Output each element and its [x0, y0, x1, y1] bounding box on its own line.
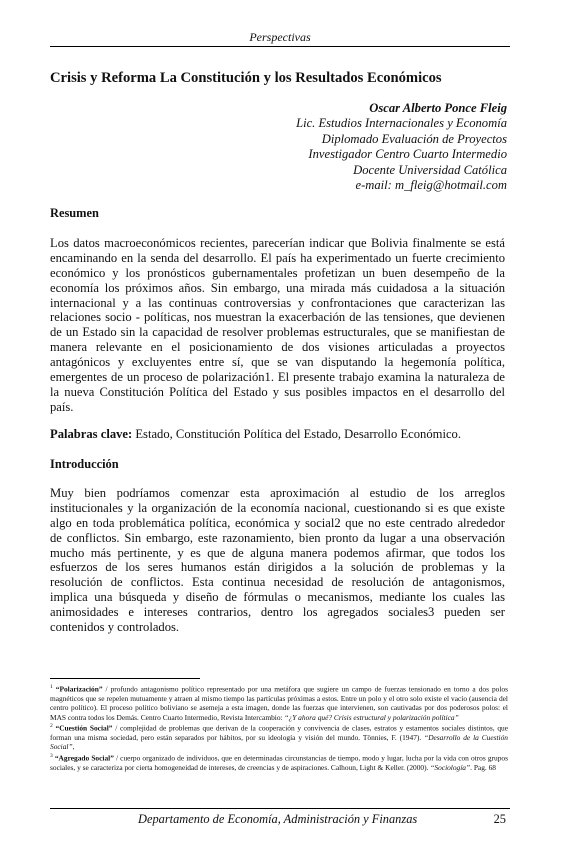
abstract-line: la nueva Constitución Política del Estado y sus posibles impactos en el desarrollo del [50, 384, 505, 399]
introduction-line: algo en toda problemática política, económica y social2 que no este centrado alrededor [50, 515, 505, 530]
author-email: e-mail: m_fleig@hotmail.com [355, 178, 507, 193]
footnotes [50, 683, 508, 772]
abstract-line: antagónicos y excluyentes entre sí, que se van disputando la hegemonía política, [50, 355, 505, 370]
introduction-line: Muy bien podríamos comenzar esta aproximación al estudio de los arreglos [50, 486, 505, 500]
abstract-line: económico y los pronósticos gubernamentales profetizan un buen desempeño de la [50, 265, 505, 280]
footnote-term: “Polarización” [55, 684, 103, 694]
footnote-citation: “¿Y ahora qué? Crisis estructural y polarización política” [284, 712, 459, 722]
header-rule [50, 46, 510, 47]
introduction-line: resolución de conflictos. Esta continua necesidad de resolución de antagonismos, [50, 575, 505, 590]
introduction-paragraph [50, 486, 505, 635]
introduction-line: mucho más pertinente, y es que de alguna manera podemos afirmar, que todos los [50, 545, 505, 560]
abstract-line: economía los próximos años. Sin embargo, una mirada más cuidadosa a la situación [50, 280, 505, 295]
introduction-line: esfuerzos de los seres humanos están dirigidos a la solución de problemas y la [50, 560, 505, 575]
abstract-heading: Resumen [50, 206, 99, 220]
abstract-line: manera relevante en el posicionamiento de dos visiones articuladas a proyectos [50, 340, 505, 355]
footnote-text: que intervienen, son cautivadas por dos poderosos polos: el MAS contra todos los Demás. Centro Cuarto Intermedio, Revista [50, 703, 508, 722]
footnote-text: sociales distintos, que forman una misma sociedad, pero están separados por hábitos, por su ideología y visión del mundo. Tönnies, [50, 723, 508, 742]
footnote-number: 3 [50, 752, 53, 759]
footnote-number: 1 [50, 684, 53, 690]
introduction-heading: Introducción [50, 457, 119, 471]
footnote-number: 2 [50, 723, 53, 730]
footnote-citation: “Desarrollo de la Cuestión Social”, [50, 732, 508, 752]
author-name: Oscar Alberto Ponce Fleig [369, 101, 507, 115]
footnote-text: Intercambio: [244, 712, 285, 722]
author-affiliation-line: Lic. Estudios Internacionales y Economía [296, 116, 507, 131]
introduction-line: contenidos y controlados. [50, 620, 180, 635]
abstract-paragraph [50, 236, 505, 415]
footer-rule [50, 808, 510, 809]
abstract-line: encaminando en la senda del desarrollo. El país ha experimentado un fuerte crecimiento [50, 250, 505, 265]
introduction-line: animosidades e intereses contrarios, dentro los agregados sociales3 pueden ser [50, 605, 505, 620]
running-header: Perspectivas [249, 30, 311, 44]
footnote-text: & Keller. (2000). [377, 762, 431, 772]
abstract-line: Los datos macroeconómicos recientes, parecerían indicar que Bolivia finalmente se está [50, 236, 505, 250]
footnote-3 [50, 752, 508, 772]
footnote-text: . Pag. 68 [470, 762, 496, 772]
footnote-1 [50, 683, 508, 722]
footnote-text: / complejidad de problemas que derivan de la cooperación y convivencia de clases, estratos y estamentos [112, 723, 439, 733]
footnote-separator [50, 678, 200, 679]
abstract-line: relaciones socio - políticas, nos muestran la exacerbación de las tensiones, que devienen [50, 310, 505, 325]
introduction-line: de conflictos. Sin embargo, este razonamiento, bien pronto da lugar a una observación [50, 530, 505, 545]
keywords-text: Estado, Constitución Política del Estado, Desarrollo Económico. [132, 427, 461, 441]
abstract-line: de un Estado sin la capacidad de resolver problemas estructurales, que se manifiestan de [50, 325, 505, 340]
footnote-term: “Agregado Social” [54, 753, 114, 763]
abstract-line: país. [50, 399, 74, 414]
footnote-text: / cuerpo organizado de individuos, que en determinadas circunstancias de tiempo, modo y lugar, lucha por la [113, 753, 442, 763]
article-title: Crisis y Reforma La Constitución y los Resultados Económicos [50, 70, 442, 86]
keywords-line [50, 427, 461, 442]
footnote-text: / profundo antagonismo político representado por una metáfora que sugiere un campo de fuerzas tensionado en [102, 684, 451, 694]
footnote-2 [50, 722, 508, 752]
keywords-label: Palabras clave: [50, 427, 133, 441]
introduction-line: institucionales y la organización de la economía nacional, cuestionando si es que existe [50, 500, 505, 515]
footer-department: Departamento de Economía, Administración y Finanzas [138, 812, 418, 826]
footnote-text: torno a dos polos magnéticos que se repelen mutuamente y atraen al mismo tiempo las partículas próximas a estos. Entre un polo y [50, 684, 508, 703]
author-block [296, 101, 507, 193]
footnote-citation: “Sociología” [430, 762, 471, 772]
introduction-line: implica una búsqueda y diseño de fórmulas o mecanismos, mediante los cuales las [50, 590, 505, 605]
abstract-line: emergentes de un proceso de polarización1. El presente trabajo examina la naturaleza de [50, 370, 505, 385]
abstract-line: internacional y a las continuas controversias y confrontaciones que caracterizan las [50, 295, 505, 310]
author-affiliation-line: Investigador Centro Cuarto Intermedio [308, 147, 507, 162]
author-affiliation-line: Diplomado Evaluación de Proyectos [321, 131, 507, 146]
page-number: 25 [493, 812, 506, 826]
footnote-term: “Cuestión Social” [55, 723, 113, 733]
footnote-text: vida con otros grupos sociales, y se caracteriza por cierta homogeneidad de intereses, de creencias y de aspiraciones. Calhoun, Light [50, 753, 508, 772]
author-affiliation-line: Docente Universidad Católica [353, 162, 507, 177]
footnote-text: F. (1947). [391, 732, 425, 742]
footnote-text: el otro solo existe el vacío (ausencia del centro político). El proceso político boliviano se asemeja a esta imagen, donde las fuerzas [50, 693, 508, 713]
